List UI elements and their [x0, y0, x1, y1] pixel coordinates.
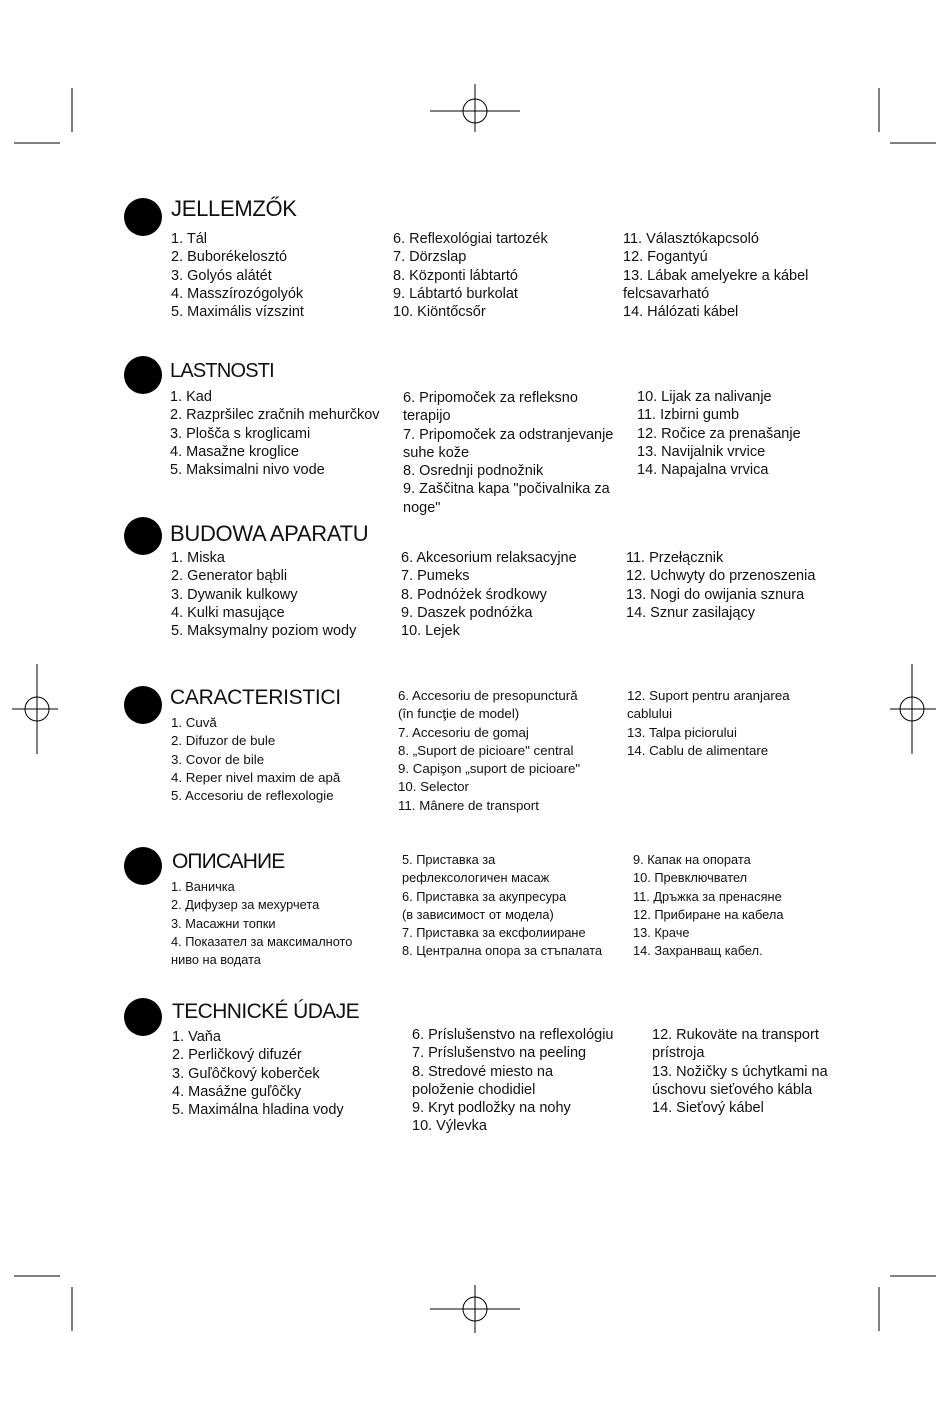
list-item: noge" [403, 499, 441, 516]
list-item: ниво на водата [171, 952, 261, 968]
feature-list-col2 [412, 1026, 614, 1136]
list-item: 2. Generator bąbli [171, 568, 288, 585]
list-item: 3. Golyós alátét [171, 267, 272, 284]
list-item: 7. Dörzslap [393, 249, 467, 266]
feature-list-col2 [393, 230, 548, 321]
list-item: 1. Tál [171, 231, 208, 247]
section-bullet [124, 686, 162, 724]
list-item: 5. Maksymalny poziom wody [171, 623, 357, 640]
list-item: 11. Választókapcsoló [623, 231, 759, 247]
section-bullet [124, 356, 162, 394]
list-item: 13. Nogi do owijania sznura [626, 586, 805, 603]
list-item: 3. Covor de bile [171, 751, 265, 767]
list-item: 2. Difuzor de bule [171, 733, 276, 749]
list-item: 8. Központi lábtartó [393, 267, 518, 284]
list-item: 9. Zaščitna kapa "počivalnika za [403, 481, 610, 498]
list-item: 10. Kiöntőcsőr [393, 304, 486, 321]
list-item: 13. Lábak amelyekre a kábel [623, 267, 809, 284]
list-item: 9. Capişon „suport de picioare" [398, 761, 581, 777]
list-item: 8. Централна опора за стъпалата [402, 943, 603, 959]
list-item: 14. Sznur zasilający [626, 604, 755, 621]
list-item: 8. Podnóżek środkowy [401, 586, 547, 603]
list-item: 6. Accesoriu de presopunctură [398, 688, 578, 703]
list-item: 10. Výlevka [412, 1118, 487, 1135]
feature-list-col1 [171, 230, 304, 321]
list-item: suhe kože [403, 444, 470, 461]
list-item: 4. Masszírozógolyók [171, 285, 304, 302]
feature-list-col3 [652, 1026, 828, 1117]
list-item: 8. Osrednji podnožnik [403, 463, 544, 480]
list-item: 3. Масажни топки [171, 915, 276, 931]
list-item: 4. Kulki masujące [171, 604, 285, 621]
feature-list-col3 [627, 687, 790, 760]
list-item: 1. Kad [170, 389, 212, 405]
feature-list-col1 [170, 388, 380, 479]
list-item: 7. Accesoriu de gomaj [398, 724, 529, 740]
list-item: 4. Masážne guľôčky [172, 1083, 302, 1100]
section-title: BUDOWA APARATU [170, 521, 369, 546]
list-item: 14. Cablu de alimentare [627, 742, 769, 758]
section-bullet [124, 198, 162, 236]
list-item: 13. Краче [633, 925, 690, 941]
list-item: 12. Ročice za prenašanje [637, 425, 801, 442]
section-title: JELLEMZŐK [171, 196, 297, 221]
list-item: 9. Kryt podložky na nohy [412, 1100, 571, 1117]
feature-list-col2 [402, 851, 602, 961]
section-bullet [124, 847, 162, 885]
list-item: 12. Uchwyty do przenoszenia [626, 568, 816, 585]
list-item: prístroja [652, 1045, 705, 1062]
list-item: 2. Razpršilec zračnih mehurčkov [170, 407, 380, 424]
list-item: 2. Дифузер за мехурчета [171, 897, 320, 913]
list-item: 6. Pripomoček za refleksno [403, 390, 578, 406]
feature-list-col1 [171, 549, 356, 640]
feature-list-col1 [172, 1028, 344, 1119]
list-item: 5. Приставка за [402, 852, 496, 867]
list-item: 13. Navijalnik vrvice [637, 443, 766, 460]
feature-list-col1 [171, 714, 340, 805]
section-title: LASTNOSTI [170, 360, 274, 382]
list-item: 11. Дръжка за пренасяне [633, 888, 782, 904]
list-item: 13. Talpa piciorului [627, 724, 737, 740]
list-item: úschovu sieťového kábla [652, 1081, 813, 1098]
feature-list-col3 [626, 549, 815, 622]
list-item: 1. Ваничка [171, 879, 235, 894]
list-item: 9. Lábtartó burkolat [393, 285, 518, 302]
list-item: 5. Maximálna hladina vody [172, 1102, 344, 1119]
list-item: 6. Reflexológiai tartozék [393, 231, 548, 247]
list-item: (în funcţie de model) [398, 706, 520, 722]
list-item: 10. Превключвател [633, 870, 748, 886]
list-item: 12. Rukoväte na transport [652, 1027, 819, 1043]
list-item: 10. Lijak za nalivanje [637, 389, 772, 405]
list-item: 6. Príslušenstvo na reflexológiu [412, 1027, 614, 1043]
list-item: 11. Izbirni gumb [637, 407, 740, 424]
feature-list-col3 [623, 230, 808, 321]
list-item: 8. „Suport de picioare" central [398, 742, 574, 758]
section-bullet [124, 517, 162, 555]
feature-list-col2 [401, 549, 577, 640]
list-item: 12. Прибиране на кабела [633, 906, 784, 922]
list-item: 6. Приставка за акупресура [402, 888, 567, 904]
list-item: 7. Приставка за ексфолииране [402, 925, 586, 941]
list-item: felcsavarható [623, 285, 710, 302]
section-title: CARACTERISTICI [170, 686, 341, 709]
list-item: 5. Maximális vízszint [171, 304, 304, 321]
list-item: cablului [627, 706, 673, 722]
list-item: 12. Fogantyú [623, 249, 708, 266]
list-item: 3. Plošča s kroglicami [170, 425, 311, 442]
list-item: 2. Buborékelosztó [171, 249, 288, 266]
list-item: 13. Nožičky s úchytkami na [652, 1063, 828, 1080]
list-item: 7. Pumeks [401, 568, 470, 585]
list-item: terapijo [403, 408, 451, 425]
section-bullet [124, 998, 162, 1036]
list-item: 14. Sieťový kábel [652, 1100, 764, 1117]
list-item: 10. Lejek [401, 623, 460, 640]
list-item: 14. Hálózati kábel [623, 304, 739, 321]
feature-list-col3 [633, 851, 783, 961]
list-item: 2. Perličkový difuzér [172, 1047, 302, 1064]
list-item: položenie chodidiel [412, 1081, 536, 1098]
list-item: 6. Akcesorium relaksacyjne [401, 550, 577, 566]
list-item: 4. Показател за максималното [171, 933, 353, 949]
list-item: 14. Napajalna vrvica [637, 462, 769, 479]
list-item: 3. Guľôčkový koberček [172, 1065, 320, 1082]
list-item: 1. Vaňa [172, 1029, 221, 1045]
feature-list-col2 [403, 389, 613, 517]
section-title: ОПИСАНИЕ [172, 850, 285, 873]
list-item: 4. Reper nivel maxim de apă [171, 769, 341, 785]
list-item: рефлексологичен масаж [402, 870, 550, 886]
list-item: 11. Mânere de transport [398, 797, 539, 813]
feature-list-col3 [637, 388, 801, 479]
list-item: 9. Daszek podnóżka [401, 604, 533, 621]
list-item: 1. Cuvă [171, 715, 217, 730]
list-item: 5. Maksimalni nivo vode [170, 462, 325, 479]
feature-list-col2 [398, 687, 580, 815]
list-item: 5. Accesoriu de reflexologie [171, 788, 334, 804]
list-item: 11. Przełącznik [626, 550, 724, 566]
list-item: 8. Stredové miesto na [412, 1063, 554, 1080]
list-item: 1. Miska [171, 550, 225, 566]
list-item: 12. Suport pentru aranjarea [627, 688, 790, 703]
section-title: TECHNICKÉ ÚDAJE [172, 1000, 360, 1023]
list-item: (в зависимост от модела) [402, 906, 554, 922]
list-item: 7. Príslušenstvo na peeling [412, 1045, 587, 1062]
list-item: 10. Selector [398, 779, 469, 795]
list-item: 14. Захранващ кабел. [633, 943, 763, 959]
feature-list-col1 [171, 878, 352, 969]
list-item: 7. Pripomoček za odstranjevanje [403, 426, 614, 443]
list-item: 4. Masažne kroglice [170, 443, 299, 460]
list-item: 3. Dywanik kulkowy [171, 586, 298, 603]
list-item: 9. Капак на опората [633, 852, 751, 867]
